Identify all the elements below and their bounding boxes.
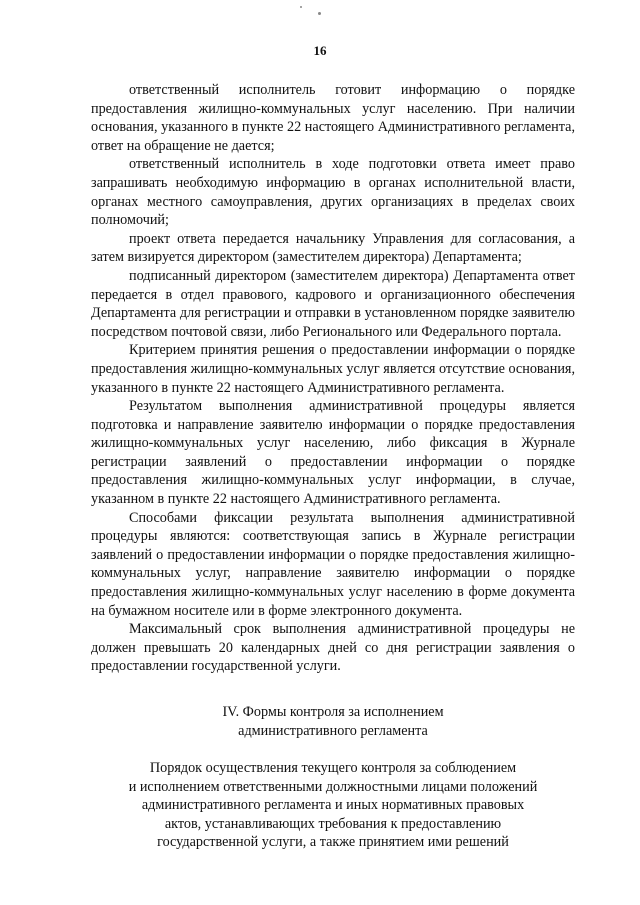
subsection-heading-line: государственной услуги, а также принятием ими решений <box>157 834 509 851</box>
scan-speck <box>318 12 321 15</box>
paragraph: проект ответа передается начальнику Управления для согласования, а затем визируется директором (заместителем директора) Департамента; <box>91 230 575 266</box>
scan-speck <box>300 6 302 8</box>
subsection-heading-line: Порядок осуществления текущего контроля за соблюдением <box>149 760 517 776</box>
section-heading-line: административного регламента <box>238 722 428 739</box>
section-heading-line: IV. Формы контроля за исполнением <box>222 704 444 720</box>
section-heading <box>91 703 575 740</box>
paragraph: ответственный исполнитель готовит информацию о порядке предоставления жилищно-коммунальных услуг населению. При наличии основания, указанного в пункте 22 настоящего Административного регламента, ответ на обращение не дается; <box>91 82 575 154</box>
subsection-heading-line: и исполнением ответственными должностными лицами положений <box>128 778 538 795</box>
paragraph: Максимальный срок выполнения административной процедуры не должен превышать 20 календарных дней со дня регистрации заявления о предоставлении государственной услуги. <box>91 621 575 675</box>
paragraph: Критерием принятия решения о предоставлении информации о порядке предоставления жилищно-коммунальных услуг является отсутствие основания, указанного в пункте 22 настоящего Административного регламента. <box>91 342 575 396</box>
paragraph: подписанный директором (заместителем директора) Департамента ответ передается в отдел правового, кадрового и организационного обеспечения Департамента для регистрации и отправки в установленном порядке заявителю посредством почтовой связи, либо Регионального или Федерального портала. <box>91 267 575 340</box>
subsection-heading-line: административного регламента и иных нормативных правовых <box>141 797 525 814</box>
paragraph: Способами фиксации результата выполнения административной процедуры являются: соответствующая запись в Журнале регистрации заявлений о предоставлении информации о порядке предоставления жилищно-коммунальных услуг, направление заявителю информации о порядке предоставления жилищно-коммунальных услуг населению в форме документа на бумажном носителе или в форме электронного документа. <box>91 509 575 619</box>
subsection-heading <box>91 759 575 852</box>
subsection-heading-line: актов, устанавливающих требования к предоставлению <box>164 815 502 832</box>
page-number: 16 <box>313 43 327 58</box>
paragraph: Результатом выполнения административной процедуры является подготовка и направление заявителю информации о порядке предоставления жилищно-коммунальных услуг населению, либо фиксация в Журнале регистрации заявлений о предоставлении информации о порядке предоставления жилищно-коммунальных услуг информации, в случае, указанном в пункте 22 настоящего Административного регламента. <box>91 398 575 508</box>
body-text <box>91 81 575 676</box>
paragraph: ответственный исполнитель в ходе подготовки ответа имеет право запрашивать необходимую информацию в органах исполнительной власти, органах местного самоуправления, других организациях в пределах своих полномочий; <box>91 156 575 229</box>
